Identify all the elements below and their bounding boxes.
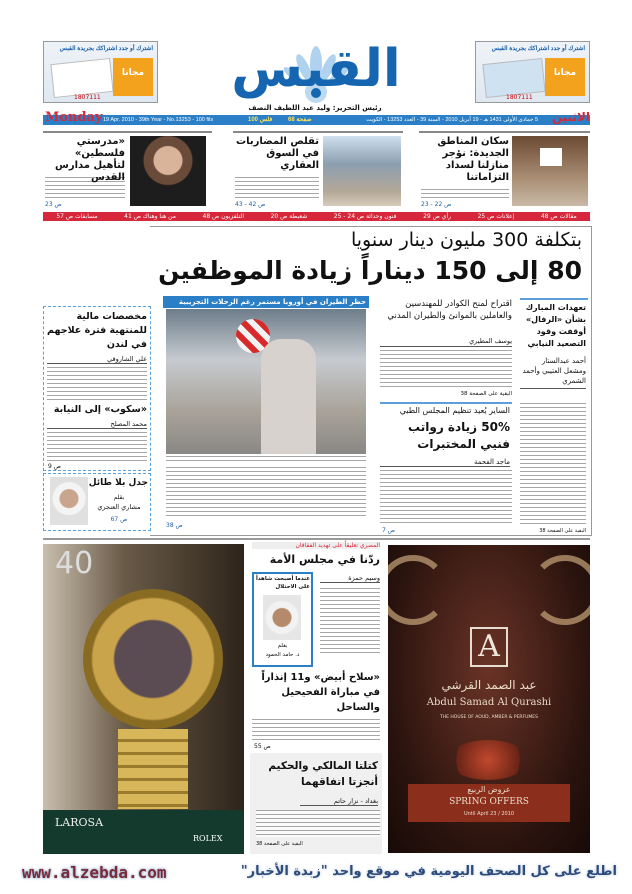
offer-en: SPRING OFFERS bbox=[449, 797, 529, 807]
index-item[interactable]: مقالات ص 48 bbox=[540, 213, 577, 220]
day-ar: الاثنين bbox=[551, 110, 590, 124]
teaser-1[interactable] bbox=[419, 131, 590, 209]
left-col-page: ص 9 bbox=[48, 463, 61, 470]
footer-text: اطلع على كل الصحف اليومية في موقع واحد "زبدة الأخبار" bbox=[240, 864, 617, 879]
logo-text: القبس bbox=[231, 39, 401, 99]
ad-phone: 1807111 bbox=[74, 94, 101, 101]
lead-body bbox=[380, 350, 512, 388]
column-page: ص 67 bbox=[110, 516, 128, 523]
index-item[interactable]: من هنا وهناك ص 41 bbox=[124, 213, 176, 220]
right-col-title: تعهدات المبارك بشأن «الرفال» أوقفت وقود التصعيد النيابي bbox=[525, 303, 586, 348]
bottom-body2 bbox=[252, 719, 380, 742]
index-item[interactable]: إعلانات ص 25 bbox=[477, 213, 515, 220]
teaser-page: ص 22 - 23 bbox=[421, 201, 452, 208]
column-title: جدل بلا طائل bbox=[88, 478, 148, 488]
index-item[interactable]: التلفزيون ص 48 bbox=[202, 213, 245, 220]
subscription-ad-left[interactable] bbox=[43, 41, 158, 103]
bottom-title3: كتلتا المالكي والحكيم أنجزتا اتفاقهما bbox=[268, 760, 378, 788]
index-item[interactable]: مسابقات ص 57 bbox=[56, 213, 98, 220]
mid-byline: ماجد الفحمة bbox=[380, 458, 510, 467]
qurashi-tagline: THE HOUSE OF AOUD, AMBER & PERFUMES bbox=[439, 715, 538, 720]
ad-brand: ROLEX bbox=[193, 834, 223, 843]
offer-dates: Until April 23 / 2010 bbox=[463, 811, 515, 817]
bottom-strap: المصري تعليقاً على تهديد الفقاقان bbox=[252, 542, 380, 549]
date-en: 19 Apr. 2010 - 39th Year - No.13253 - 100 fils bbox=[103, 117, 214, 123]
rolex-ad[interactable] bbox=[43, 544, 244, 854]
teaser-page: ص 42 - 43 bbox=[235, 201, 266, 208]
photo-story-title: حظر الطيران في أوروبا مستمر رغم الرحلات التجريبية bbox=[163, 296, 369, 308]
ad-brand: مجانا bbox=[113, 58, 153, 96]
lead-headline: 80 إلى 150 ديناراً زيادة الموظفين bbox=[158, 256, 582, 285]
right-col-byline: أحمد عبدالستار ومشعل العتيبي وأحمد الشمري bbox=[520, 356, 586, 389]
teaser-body bbox=[235, 177, 319, 199]
opinion-box-by: بقلم bbox=[277, 643, 288, 649]
ad-card-image bbox=[50, 58, 113, 98]
subscription-ad-right[interactable] bbox=[475, 41, 590, 103]
date-bar bbox=[43, 115, 590, 125]
qurashi-logo-icon: A bbox=[470, 627, 508, 667]
qurashi-ad[interactable] bbox=[388, 545, 590, 853]
bottom-byline3: بغداد - نزار حاتم bbox=[300, 797, 378, 806]
section-divider bbox=[43, 538, 590, 540]
teaser-image bbox=[323, 136, 401, 206]
photo-story-image bbox=[166, 309, 366, 454]
lead-kicker: بتكلفة 300 مليون دينار سنويا bbox=[350, 229, 582, 251]
right-col-cont: البقية على الصفحة 38 bbox=[539, 528, 586, 534]
ad-number: 40 bbox=[55, 546, 94, 581]
opinion-box-title: عندما أصبحت شاهداً على الاحتلال bbox=[255, 576, 310, 590]
bottom-body bbox=[320, 588, 380, 653]
ad-brand: مجانا bbox=[545, 58, 585, 96]
bottom-page2: ص 55 bbox=[254, 743, 271, 750]
teaser-3[interactable] bbox=[43, 131, 212, 209]
left-col-byline: علي الشاروقي bbox=[47, 355, 147, 364]
column-by: بقلم bbox=[113, 494, 125, 501]
date-ar: 5 جمادى الأولى 1431 هـ - 19 أبريل 2010 - السنة 39 - العدد 13253 - الكويت bbox=[366, 117, 538, 123]
index-item[interactable]: رأي ص 29 bbox=[423, 213, 452, 220]
lead-cont: البقية على الصفحة 38 bbox=[460, 391, 512, 397]
lead-sub: اقتراح لمنح الكوادر للمهندسين والعاملين بالموانئ والطيران المدني bbox=[387, 299, 512, 321]
ornament-right bbox=[530, 555, 590, 625]
lead-byline: يوسف المطيري bbox=[380, 337, 512, 347]
mid-page: ص 7 bbox=[382, 527, 395, 534]
photo-story-page: ص 38 bbox=[166, 522, 183, 529]
column-author: مشاري العنجري bbox=[97, 503, 141, 511]
opinion-author-photo bbox=[263, 595, 301, 640]
bottom-title2: «سلاح أبيض» و11 إنذاراً في مباراة الفحيحيل والساحل bbox=[261, 672, 380, 713]
left-col-body2 bbox=[47, 432, 147, 462]
author-photo bbox=[50, 477, 88, 525]
ad-slogan: اشترك أو جدد اشتراكك بجريدة القبس bbox=[59, 46, 153, 52]
mid-kicker: الساير يُعيد تنظيم المجلس الطبي bbox=[399, 406, 510, 415]
teaser-page: ص 23 bbox=[45, 201, 62, 208]
teaser-2[interactable] bbox=[233, 131, 403, 209]
teaser-title: «مدرستي فلسطين» لتأهيل مدارس القدس bbox=[55, 136, 125, 183]
bottom-cont3: البقية على الصفحة 38 bbox=[256, 841, 303, 847]
ad-phone: 1807111 bbox=[506, 94, 533, 101]
teaser-body bbox=[421, 189, 509, 199]
mid-body bbox=[380, 470, 512, 525]
left-col-title2: «سكوب» إلى النيابة bbox=[53, 404, 147, 415]
opinion-box-author: د. حامد الحمود bbox=[265, 652, 300, 658]
bottom-title: ردّنا في مجلس الأمة bbox=[269, 553, 380, 566]
teaser-title: سكان المناطق الجديدة: نؤجر منازلنا لسداد التزاماتنا bbox=[437, 136, 509, 183]
watch-bracelet bbox=[118, 729, 188, 809]
index-item[interactable]: فنون وحداثة ص 24 - 25 bbox=[333, 213, 397, 220]
qurashi-name-ar: عبد الصمد القرشي bbox=[441, 678, 537, 692]
right-col-body bbox=[520, 403, 586, 525]
offer-ar: عروض الربيع bbox=[467, 785, 511, 794]
left-col-body bbox=[47, 367, 147, 400]
photo-story-body bbox=[166, 467, 366, 517]
left-col-title: مخصصات مالية للمنتهية فترة علاجهم في لندن bbox=[47, 311, 147, 350]
day-en: Monday bbox=[45, 110, 103, 125]
masthead-logo bbox=[210, 38, 422, 104]
ad-slogan: اشترك أو جدد اشتراكك بجريدة القبس bbox=[491, 46, 585, 52]
mid-story-rule bbox=[380, 402, 512, 404]
flower-decor bbox=[448, 740, 528, 780]
teaser-image bbox=[512, 136, 588, 206]
right-col-rule bbox=[520, 298, 588, 300]
left-col-byline2: محمد المصلح bbox=[47, 420, 147, 429]
editor-line: رئيس التحرير: وليد عبد اللطيف النصف bbox=[248, 104, 382, 112]
mid-title: 50% زيادة رواتب فنيي المختبرات bbox=[408, 420, 510, 451]
watch-image bbox=[83, 589, 223, 729]
teaser-image bbox=[130, 136, 206, 206]
ad-store: LAROSA bbox=[55, 816, 104, 829]
ornament-left bbox=[388, 555, 448, 625]
footer-url[interactable]: www.alzebda.com bbox=[22, 863, 167, 882]
price: 100 فلس bbox=[248, 117, 273, 123]
bottom-byline: وسيم حمزة bbox=[320, 574, 380, 583]
bottom-body3 bbox=[256, 810, 380, 837]
page-count: 68 صفحة bbox=[288, 117, 312, 123]
ad-card-image bbox=[482, 58, 545, 98]
index-item[interactable]: شعبطة ص 20 bbox=[270, 213, 308, 220]
teaser-title: تقلص المضاربات في السوق العقاري bbox=[236, 136, 319, 171]
index-bar bbox=[43, 212, 590, 221]
qurashi-name-en: Abdul Samad Al Qurashi bbox=[426, 697, 552, 708]
photo-caption bbox=[166, 456, 366, 464]
